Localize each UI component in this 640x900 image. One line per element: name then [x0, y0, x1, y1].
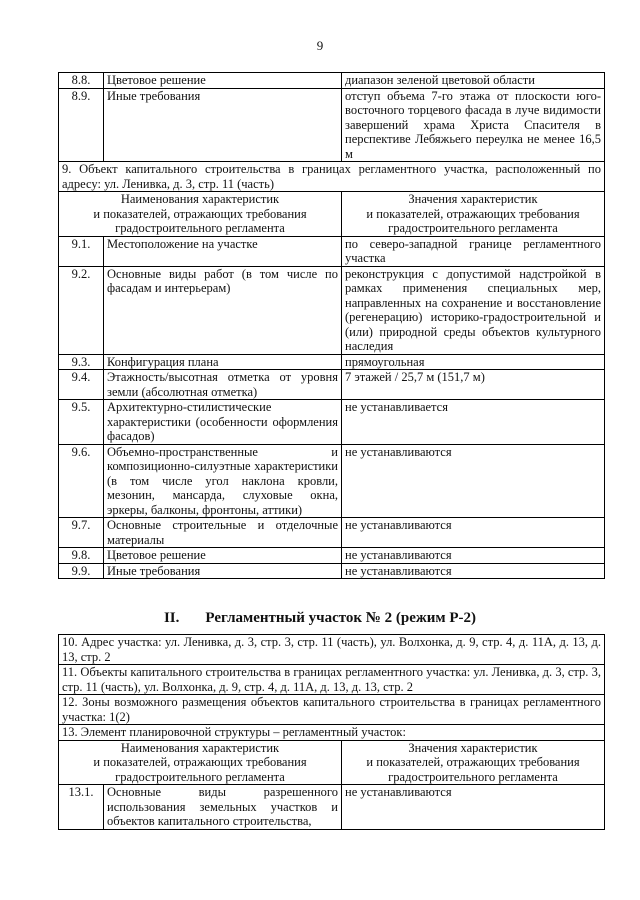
characteristic-name: Цветовое решение: [104, 548, 342, 564]
characteristic-name: Основные виды работ (в том числе по фасадам и интерьерам): [104, 266, 342, 354]
row-number: 9.7.: [59, 518, 104, 548]
construction-objects: 11. Объекты капитального строительства в границах регламентного участка: ул. Ленивка, д. 3, стр. 3, стр. 11 (часть), ул. Волхонка, д. 9, стр. 4, д. 11А, д. 13, д. 13, стр. 2: [59, 665, 605, 695]
element-row: [59, 725, 605, 741]
row-number: 9.9.: [59, 563, 104, 579]
row-number: 9.2.: [59, 266, 104, 354]
header-line: Наименования характеристик: [120, 192, 280, 206]
planning-element: 13. Элемент планировочной структуры – регламентный участок:: [59, 725, 605, 741]
table-row: [59, 236, 605, 266]
section-roman-numeral: II.: [163, 610, 180, 626]
row-number: 9.6.: [59, 444, 104, 518]
characteristic-name: Цветовое решение: [104, 73, 342, 89]
table-row: [59, 73, 605, 89]
characteristic-name: Этажность/высотная отметка от уровня земли (абсолютная отметка): [104, 370, 342, 400]
page-number: 9: [316, 38, 324, 53]
table-row: [59, 400, 605, 445]
header-line: и показателей, отражающих требования: [93, 206, 307, 221]
table-header-row: [59, 740, 605, 785]
row-number: 9.1.: [59, 236, 104, 266]
characteristic-value: 7 этажей / 25,7 м (151,7 м): [342, 370, 605, 400]
table-row: [59, 785, 605, 830]
characteristic-value: не устанавливаются: [342, 563, 605, 579]
header-line: Значения характеристик: [408, 740, 538, 755]
table-row: [59, 354, 605, 370]
plot-address: 10. Адрес участка: ул. Ленивка, д. 3, стр. 3, стр. 11 (часть), ул. Волхонка, д. 9, стр. 4, д. 11А, д. 13, д. 13, стр. 2: [59, 635, 605, 665]
characteristic-value: реконструкция с допустимой надстройкой в рамках применения специальных мер, направленных на сохранение и восстановление (регенерацию) историко-градостроительной и (или) природной среды объектов культурного наследия: [342, 266, 605, 354]
header-line: и показателей, отражающих требования: [93, 755, 307, 769]
table-row: [59, 548, 605, 564]
table-row: [59, 88, 605, 162]
regulation-table-section-1: [58, 72, 605, 579]
section-heading: [0, 610, 640, 627]
characteristic-name: Иные требования: [104, 88, 342, 162]
row-number: 9.5.: [59, 400, 104, 445]
header-line: градостроительного регламента: [115, 769, 285, 784]
characteristic-value: отступ объема 7-го этажа от плоскости юго-восточного торцевого фасада в луче видимости завершений храма Христа Спасителя в перспективе Лебяжьего переулка не менее 16,5 м: [342, 88, 605, 162]
row-number: 9.4.: [59, 370, 104, 400]
row-number: 9.8.: [59, 548, 104, 564]
characteristic-value: не устанавливаются: [342, 785, 605, 830]
characteristic-value: не устанавливается: [342, 400, 605, 445]
table-row: [59, 266, 605, 354]
address-row: [59, 635, 605, 665]
characteristic-value: диапазон зеленой цветовой области: [342, 73, 605, 89]
characteristic-name: Объемно-пространственные и композиционно-силуэтные характеристики (в том числе угол наклона кровли, мезонин, мансарда, слуховые окна, эркеры, балконы, фронтоны, аттики): [104, 444, 342, 518]
placement-zones: 12. Зоны возможного размещения объектов капитального строительства в границах регламентного участка: 1(2): [59, 695, 605, 725]
table-row: [59, 444, 605, 518]
row-number: 8.9.: [59, 88, 104, 162]
characteristic-name: Основные виды разрешенного использования земельных участков и объектов капитального строительства,: [104, 785, 342, 830]
characteristic-name: Иные требования: [104, 563, 342, 579]
column-header-characteristics: [59, 740, 342, 785]
characteristic-value: не устанавливаются: [342, 518, 605, 548]
characteristic-value: по северо-западной границе регламентного участка: [342, 236, 605, 266]
table-row: [59, 370, 605, 400]
table-row: [59, 518, 605, 548]
table-header-row: [59, 192, 605, 237]
header-line: Наименования характеристик: [120, 740, 280, 755]
header-line: градостроительного регламента: [388, 769, 558, 784]
row-number: 13.1.: [59, 785, 104, 830]
column-header-characteristics: [59, 192, 342, 237]
header-line: градостроительного регламента: [115, 221, 285, 235]
characteristic-name: Архитектурно-стилистические характеристики (особенности оформления фасадов): [104, 400, 342, 445]
characteristic-name: Конфигурация плана: [104, 354, 342, 370]
objects-row: [59, 665, 605, 695]
header-line: градостроительного регламента: [388, 221, 558, 235]
section-title: Регламентный участок № 2 (режим Р-2): [205, 610, 477, 626]
regulation-table-section-2: [58, 634, 605, 830]
header-line: и показателей, отражающих требования: [366, 206, 580, 221]
column-header-values: [342, 192, 605, 237]
header-line: и показателей, отражающих требования: [366, 755, 580, 769]
object-heading: 9. Объект капитального строительства в границах регламентного участка, расположенный по адресу: ул. Ленивка, д. 3, стр. 11 (часть): [59, 162, 605, 192]
header-line: Значения характеристик: [408, 192, 538, 206]
row-number: 8.8.: [59, 73, 104, 89]
table-row: [59, 563, 605, 579]
column-header-values: [342, 740, 605, 785]
characteristic-value: не устанавливаются: [342, 548, 605, 564]
characteristic-value: прямоугольная: [342, 354, 605, 370]
object-heading-row: [59, 162, 605, 192]
characteristic-name: Местоположение на участке: [104, 236, 342, 266]
characteristic-name: Основные строительные и отделочные материалы: [104, 518, 342, 548]
characteristic-value: не устанавливаются: [342, 444, 605, 518]
row-number: 9.3.: [59, 354, 104, 370]
zones-row: [59, 695, 605, 725]
